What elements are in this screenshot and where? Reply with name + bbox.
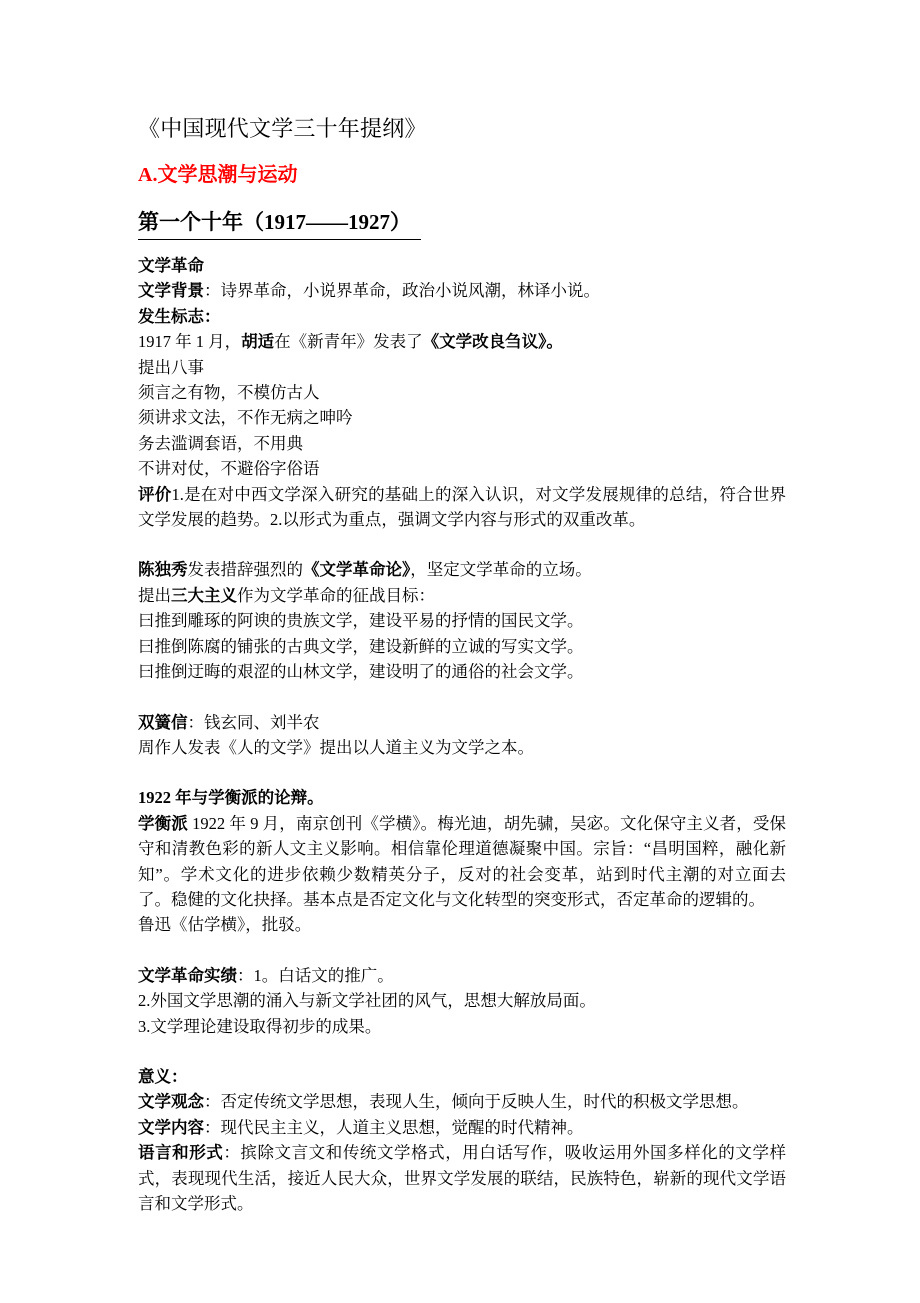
xueheng-debate-heading: 1922 年与学衡派的论辩。	[138, 788, 324, 808]
origin-person: 胡适	[241, 332, 275, 352]
paragraph-spacer	[138, 938, 786, 963]
achievements-label: 文学革命实绩	[138, 965, 237, 985]
origin-marker-line	[138, 329, 786, 354]
eight-item: 须言之有物，不模仿古人	[138, 383, 320, 403]
significance-content-line	[138, 1115, 786, 1140]
chen-duxiu-text-before: 发表措辞强烈的	[187, 560, 303, 580]
chen-duxiu-text-after: ，坚定文学革命的立场。	[410, 560, 592, 580]
paragraph-spacer	[138, 1039, 786, 1064]
paragraph-spacer	[138, 532, 786, 557]
shuanghuang-label: 双簧信	[138, 712, 188, 732]
subheading-literary-revolution: 文学革命	[138, 256, 204, 275]
decade-heading: 第一个十年（1917——1927）	[138, 206, 421, 240]
achievements-item-2: 2.外国文学思潮的涌入与新文学社团的风气，思想大解放局面。	[138, 991, 596, 1011]
decade-heading-wrapper	[138, 206, 786, 246]
eight-items-heading: 提出八事	[138, 357, 204, 377]
shuanghuang-text: ：钱玄同、刘半农	[187, 712, 320, 732]
significance-content-label: 文学内容	[138, 1117, 204, 1137]
literary-background-line	[138, 278, 786, 303]
zhou-zuoren-line: 周作人发表《人的文学》提出以人道主义为文学之本。	[138, 737, 534, 757]
eight-item: 务去滥调套语，不用典	[138, 433, 303, 453]
evaluation-paragraph	[138, 482, 786, 533]
origin-marker-label: 发生标志：	[138, 306, 221, 326]
significance-form-text: ：摈除文言文和传统文学格式，用白话写作，吸收运用外国多样化的文学样式，表现现代生活，接近人民大众，世界文学发展的联结，民族特色，崭新的现代文学语言和文学形式。	[138, 1143, 787, 1213]
achievements-item-1: ：1。白话文的推广。	[237, 965, 394, 985]
significance-concept-text: ：否定传统文学思想，表现人生，倾向于反映人生，时代的积极文学思想。	[204, 1092, 749, 1112]
three-isms-suffix: 作为文学革命的征战目标：	[237, 585, 435, 605]
literary-background-label: 文学背景	[138, 281, 204, 301]
page-title: 《中国现代文学三十年提纲》	[138, 116, 427, 141]
xueheng-school-text: 1922 年 9 月，南京创刊《学横》。梅光迪，胡先骕，吴宓。文化保守主义者，受保守和清教色彩的新人文主义影响。相信靠伦理道德凝聚中国。宗旨：“昌明国粹，融化新知”。学术文化的进步依赖少数精英分子，反对的社会变革，站到时代主潮的对立面去了。稳健的文化抉择。基本点是否定文化与文化转型的突变形式，否定革命的逻辑的。	[138, 813, 787, 909]
significance-heading: 意义：	[138, 1066, 188, 1086]
chen-duxiu-work-title: 《文学革命论》	[303, 560, 411, 580]
goal-item: 曰推倒陈腐的铺张的古典文学，建设新鲜的立诚的写实文学。	[138, 636, 584, 656]
significance-form-label: 语言和形式	[138, 1143, 224, 1163]
achievements-line	[138, 963, 786, 988]
luxun-line: 鲁迅《估学横》，批驳。	[138, 915, 312, 935]
significance-concept-line	[138, 1089, 786, 1114]
three-isms-line	[138, 583, 786, 608]
goal-item: 曰推到雕琢的阿谀的贵族文学，建设平易的抒情的国民文学。	[138, 611, 584, 631]
evaluation-label: 评价	[138, 484, 172, 504]
evaluation-text: 1.是在对中西文学深入研究的基础上的深入认识，对文学发展规律的总结，符合世界文学发展的趋势。2.以形式为重点，强调文学内容与形式的双重改革。	[138, 484, 787, 530]
section-heading-a: A.文学思潮与运动	[138, 164, 298, 186]
chen-duxiu-line	[138, 557, 786, 582]
xueheng-school-label: 学衡派	[138, 813, 188, 833]
achievements-item-3: 3.文学理论建设取得初步的成果。	[138, 1016, 382, 1036]
origin-work-title: 《文学改良刍议》。	[422, 332, 563, 352]
paragraph-spacer	[138, 685, 786, 710]
origin-date: 1917 年 1 月，	[138, 332, 242, 352]
three-isms-term: 三大主义	[171, 585, 237, 605]
eight-item: 须讲求文法，不作无病之呻吟	[138, 408, 353, 428]
xueheng-paragraph	[138, 811, 786, 913]
goal-item: 曰推倒迂晦的艰涩的山林文学，建设明了的通俗的社会文学。	[138, 662, 584, 682]
three-isms-prefix: 提出	[138, 585, 171, 605]
paragraph-spacer	[138, 760, 786, 785]
chen-duxiu-name: 陈独秀	[138, 560, 188, 580]
significance-content-text: ：现代民主主义，人道主义思想，觉醒的时代精神。	[204, 1117, 584, 1137]
eight-item: 不讲对仗，不避俗字俗语	[138, 459, 320, 479]
origin-mid-text: 在《新青年》发表了	[274, 332, 423, 352]
significance-form-paragraph	[138, 1140, 786, 1216]
literary-background-text: ：诗界革命，小说界革命，政治小说风潮，林译小说。	[204, 281, 600, 301]
shuanghuang-line	[138, 710, 786, 735]
significance-concept-label: 文学观念	[138, 1092, 204, 1112]
document-content	[138, 112, 786, 1216]
